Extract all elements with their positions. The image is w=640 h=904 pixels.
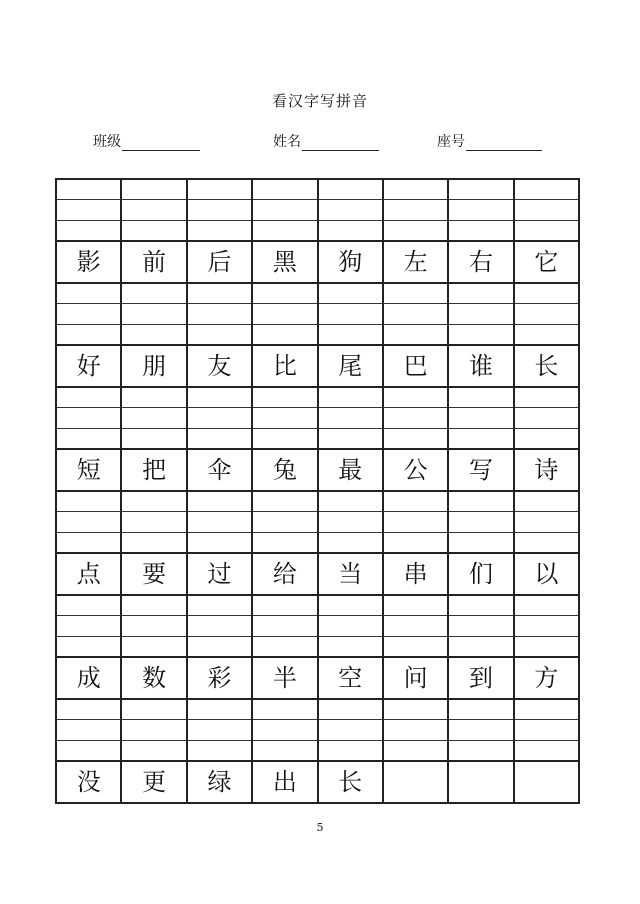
pinyin-writing-cell[interactable] [319,180,384,242]
pinyin-writing-cell[interactable] [515,700,580,762]
pinyin-writing-row [57,180,580,242]
character-cell: 到 [449,658,514,700]
pinyin-writing-row [57,700,580,762]
pinyin-writing-cell[interactable] [515,596,580,658]
pinyin-writing-cell[interactable] [57,596,122,658]
character-cell: 兔 [253,450,318,492]
character-cell: 后 [188,242,253,284]
character-cell: 左 [384,242,449,284]
pinyin-writing-cell[interactable] [449,180,514,242]
character-cell: 点 [57,554,122,596]
character-cell: 长 [319,762,384,804]
pinyin-writing-cell[interactable] [253,700,318,762]
worksheet-title: 看汉字写拼音 [271,92,368,110]
pinyin-writing-cell[interactable] [122,596,187,658]
pinyin-writing-cell[interactable] [57,284,122,346]
pinyin-writing-cell[interactable] [449,492,514,554]
pinyin-writing-cell[interactable] [188,596,253,658]
pinyin-writing-cell[interactable] [253,388,318,450]
pinyin-writing-cell[interactable] [188,492,253,554]
character-cell: 数 [122,658,187,700]
character-cell: 彩 [188,658,253,700]
seat-blank[interactable] [466,136,542,151]
class-field [93,131,200,151]
student-info-row [0,131,640,151]
character-cell: 给 [253,554,318,596]
character-cell: 串 [384,554,449,596]
pinyin-writing-cell[interactable] [515,492,580,554]
pinyin-writing-cell[interactable] [122,700,187,762]
character-cell: 写 [449,450,514,492]
name-blank[interactable] [302,136,379,151]
pinyin-writing-cell[interactable] [515,180,580,242]
character-cell: 空 [319,658,384,700]
character-cell: 把 [122,450,187,492]
character-row [57,346,580,388]
pinyin-writing-cell[interactable] [253,492,318,554]
character-cell: 巴 [384,346,449,388]
character-cell [449,762,514,804]
seat-field [437,131,542,151]
seat-label: 座号 [437,134,465,150]
pinyin-writing-row [57,596,580,658]
pinyin-writing-cell[interactable] [319,596,384,658]
name-field [273,131,379,151]
pinyin-writing-cell[interactable] [319,284,384,346]
pinyin-writing-cell[interactable] [319,388,384,450]
character-row [57,762,580,804]
pinyin-writing-cell[interactable] [319,492,384,554]
pinyin-writing-cell[interactable] [319,700,384,762]
character-cell: 尾 [319,346,384,388]
character-row [57,242,580,284]
character-cell: 狗 [319,242,384,284]
pinyin-writing-cell[interactable] [122,388,187,450]
character-cell: 最 [319,450,384,492]
pinyin-writing-cell[interactable] [188,700,253,762]
character-cell: 好 [57,346,122,388]
character-cell: 方 [515,658,580,700]
pinyin-writing-cell[interactable] [57,388,122,450]
pinyin-writing-cell[interactable] [253,284,318,346]
pinyin-writing-row [57,492,580,554]
pinyin-writing-cell[interactable] [57,492,122,554]
page-number: 5 [316,821,324,834]
character-cell: 黑 [253,242,318,284]
pinyin-writing-cell[interactable] [449,284,514,346]
character-cell: 问 [384,658,449,700]
pinyin-writing-cell[interactable] [57,180,122,242]
character-cell: 右 [449,242,514,284]
pinyin-writing-cell[interactable] [384,284,449,346]
character-cell: 们 [449,554,514,596]
pinyin-writing-cell[interactable] [449,596,514,658]
character-cell [384,762,449,804]
character-row [57,554,580,596]
character-cell: 半 [253,658,318,700]
pinyin-practice-grid [55,178,580,804]
character-row [57,450,580,492]
pinyin-writing-cell[interactable] [253,180,318,242]
character-cell: 影 [57,242,122,284]
character-cell: 朋 [122,346,187,388]
pinyin-writing-cell[interactable] [449,388,514,450]
character-cell: 更 [122,762,187,804]
character-cell: 伞 [188,450,253,492]
character-cell: 友 [188,346,253,388]
character-cell: 以 [515,554,580,596]
character-cell: 成 [57,658,122,700]
pinyin-writing-row [57,388,580,450]
pinyin-writing-cell[interactable] [384,388,449,450]
character-cell: 绿 [188,762,253,804]
pinyin-writing-cell[interactable] [515,388,580,450]
class-label: 班级 [93,134,121,150]
pinyin-writing-cell[interactable] [384,180,449,242]
character-row [57,658,580,700]
pinyin-writing-cell[interactable] [449,700,514,762]
pinyin-writing-cell[interactable] [384,492,449,554]
pinyin-writing-cell[interactable] [253,596,318,658]
character-cell: 没 [57,762,122,804]
pinyin-writing-cell[interactable] [384,700,449,762]
pinyin-writing-cell[interactable] [384,596,449,658]
pinyin-writing-cell[interactable] [188,180,253,242]
character-cell: 过 [188,554,253,596]
character-cell: 短 [57,450,122,492]
character-cell: 诗 [515,450,580,492]
pinyin-writing-cell[interactable] [122,492,187,554]
pinyin-writing-cell[interactable] [57,700,122,762]
character-cell: 前 [122,242,187,284]
pinyin-writing-row [57,284,580,346]
class-blank[interactable] [122,136,200,151]
character-cell: 谁 [449,346,514,388]
character-cell: 比 [253,346,318,388]
character-cell: 长 [515,346,580,388]
pinyin-writing-cell[interactable] [122,284,187,346]
pinyin-writing-cell[interactable] [122,180,187,242]
pinyin-writing-cell[interactable] [188,388,253,450]
character-cell: 公 [384,450,449,492]
character-cell: 它 [515,242,580,284]
character-cell: 当 [319,554,384,596]
name-label: 姓名 [273,134,301,150]
character-cell [515,762,580,804]
character-cell: 出 [253,762,318,804]
pinyin-writing-cell[interactable] [188,284,253,346]
pinyin-writing-cell[interactable] [515,284,580,346]
character-cell: 要 [122,554,187,596]
